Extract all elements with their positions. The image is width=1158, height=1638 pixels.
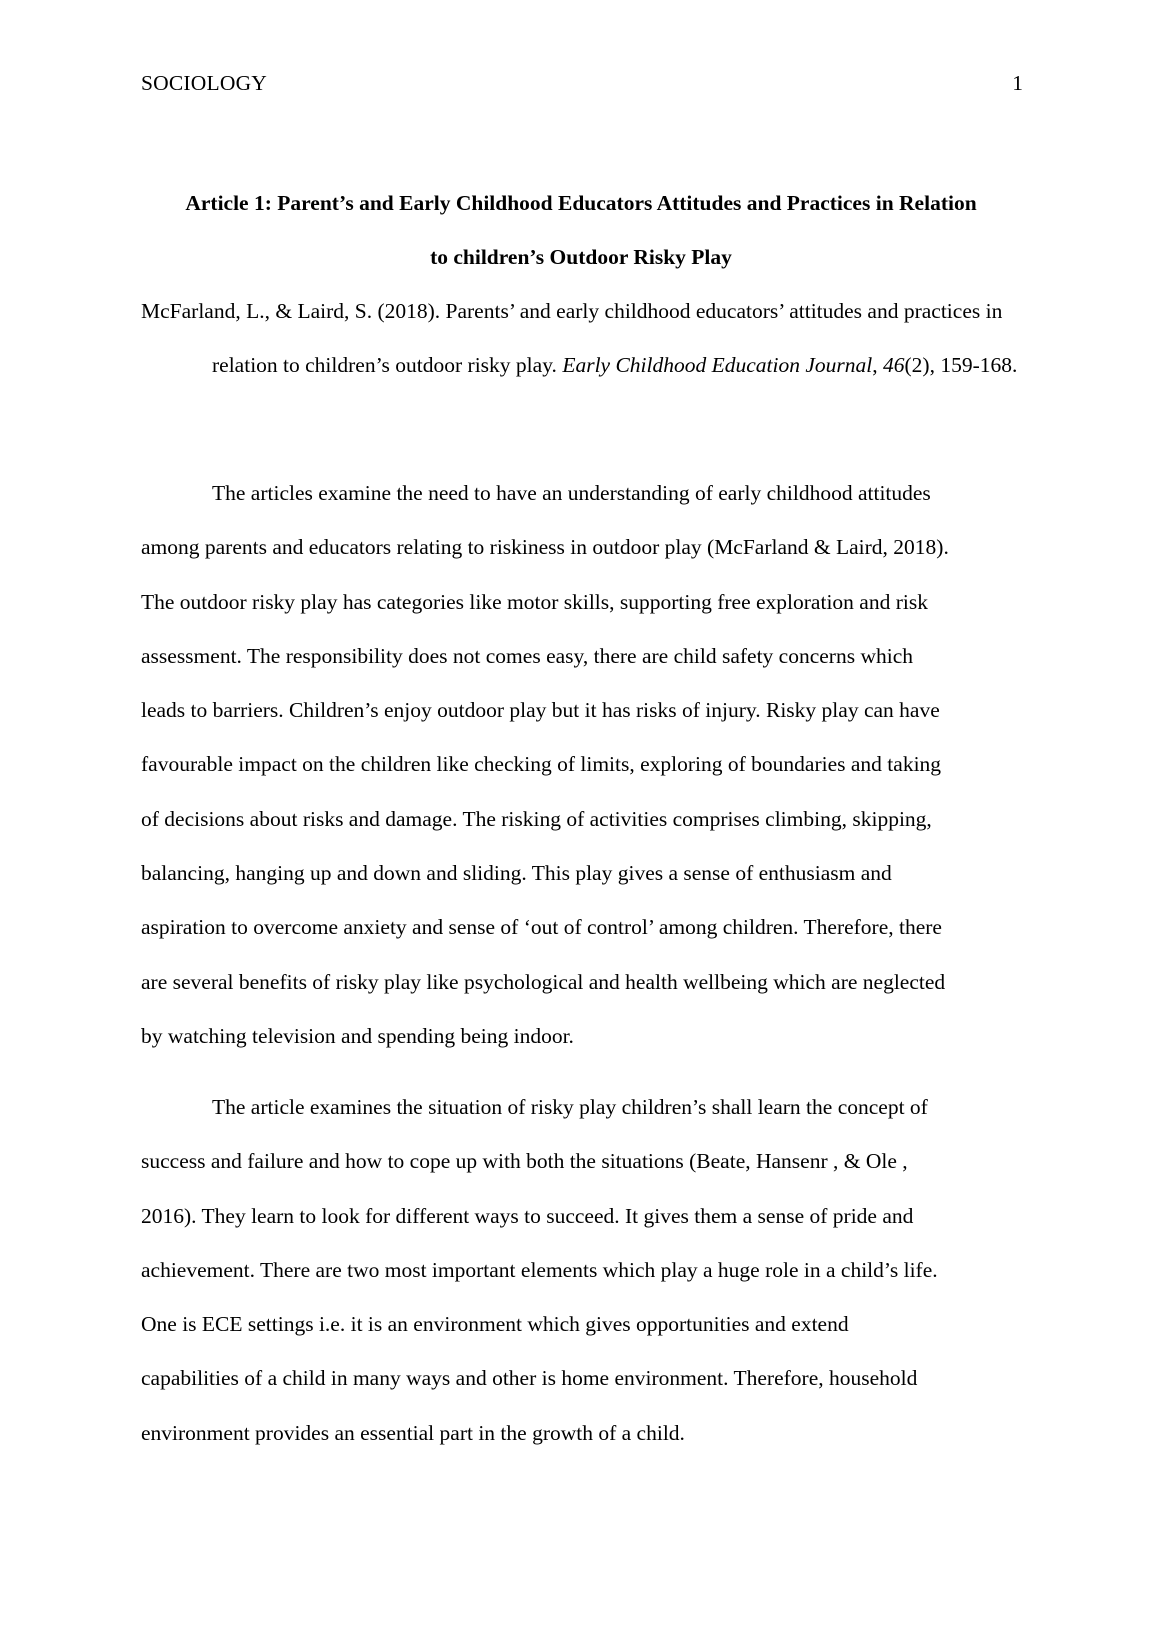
reference-authors-title: McFarland, L., & Laird, S. (2018). Parents’ and early childhood educators’ attitudes and xyxy=(141,299,899,323)
article-title-line-2: to children’s Outdoor Risky Play xyxy=(430,245,732,270)
paragraph-line: The article examines the situation of risky play children’s shall learn the concept of xyxy=(212,1095,928,1119)
paragraph-line: success and failure and how to cope up with both the situations (Beate, Hansenr , & Ole , xyxy=(141,1149,908,1174)
body-paragraph-1 xyxy=(141,466,1026,1063)
paragraph-line: capabilities of a child in many ways and other is home environment. Therefore, household xyxy=(141,1366,918,1391)
page-number: 1 xyxy=(1012,71,1023,95)
paragraph-line: assessment. The responsibility does not comes easy, there are child safety concerns which xyxy=(141,643,913,668)
paragraph-line: are several benefits of risky play like psychological and health wellbeing which are neglected xyxy=(141,969,946,994)
body-paragraph-2 xyxy=(141,1080,1026,1460)
reference-comma: , xyxy=(872,353,884,378)
paragraph-line: leads to barriers. Children’s enjoy outdoor play but it has risks of injury. Risky play can have xyxy=(141,698,940,723)
paragraph-line: favourable impact on the children like checking of limits, exploring of boundaries and taking xyxy=(141,752,942,777)
paragraph-line: by watching television and spending being indoor. xyxy=(141,1023,574,1048)
article-title xyxy=(141,176,1021,285)
paragraph-line: balancing, hanging up and down and sliding. This play gives a sense of enthusiasm and xyxy=(141,861,892,886)
running-head: SOCIOLOGY xyxy=(141,71,268,95)
paragraph-line: achievement. There are two most important elements which play a huge role in a child’s life. xyxy=(141,1257,938,1282)
paragraph-line: among parents and educators relating to riskiness in outdoor play (McFarland & Laird, 2018). xyxy=(141,535,949,560)
paragraph-line: aspiration to overcome anxiety and sense of ‘out of control’ among children. Therefore, there xyxy=(141,915,942,940)
paragraph-line: The articles examine the need to have an understanding of early childhood attitudes xyxy=(212,481,931,505)
reference-issue-pages: (2), 159-168. xyxy=(904,353,1018,378)
paragraph-line: of decisions about risks and damage. The risking of activities comprises climbing, skipping, xyxy=(141,806,932,831)
apa-reference xyxy=(141,284,1021,393)
article-title-line-1: Article 1: Parent’s and Early Childhood Educators Attitudes and Practices in Relation xyxy=(185,191,977,215)
reference-journal-cont: Journal xyxy=(805,353,873,378)
paragraph-line: The outdoor risky play has categories like motor skills, supporting free exploration and risk xyxy=(141,589,928,614)
reference-volume: 46 xyxy=(883,353,905,378)
reference-title-continued: practices in relation to children’s outdoor risky play. xyxy=(212,299,1003,378)
paragraph-line: 2016). They learn to look for different ways to succeed. It gives them a sense of pride and xyxy=(141,1203,914,1228)
reference-journal: Early Childhood Education xyxy=(562,353,800,378)
paragraph-line: environment provides an essential part in the growth of a child. xyxy=(141,1420,685,1445)
paragraph-line: One is ECE settings i.e. it is an environment which gives opportunities and extend xyxy=(141,1312,849,1337)
